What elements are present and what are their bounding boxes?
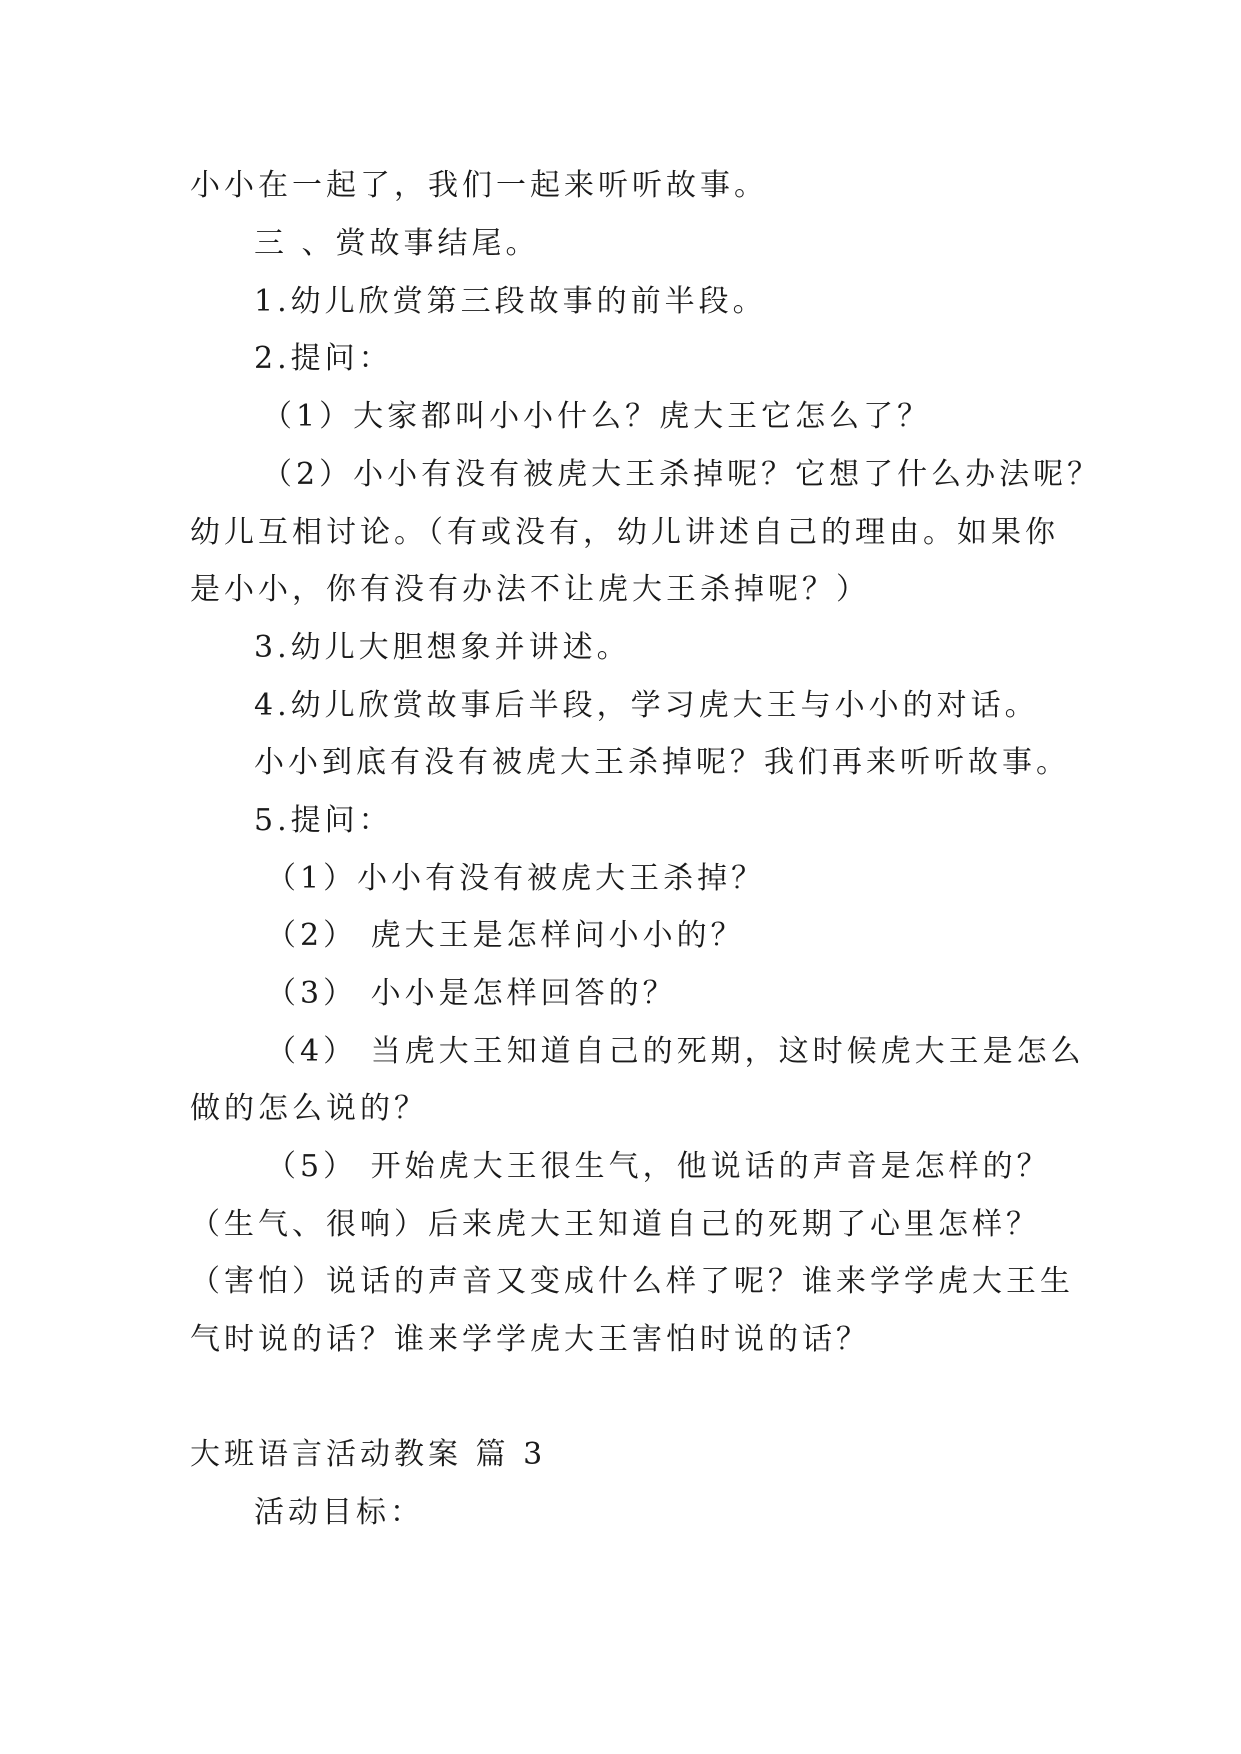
section-title: 大班语言活动教案 篇 3 bbox=[190, 1437, 547, 1472]
list-item: 4.幼儿欣赏故事后半段，学习虎大王与小小的对话。 bbox=[254, 688, 1039, 723]
subsection-heading: 活动目标： bbox=[254, 1495, 424, 1530]
question-item: （5） 开始虎大王很生气，他说话的声音是怎样的？ bbox=[266, 1149, 1051, 1184]
question-item: （3） 小小是怎样回答的？ bbox=[266, 976, 677, 1011]
paragraph-line: 小小到底有没有被虎大王杀掉呢？我们再来听听故事。 bbox=[254, 745, 1070, 780]
paragraph-line: （生气、很响）后来虎大王知道自己的死期了心里怎样？ bbox=[190, 1207, 1040, 1242]
paragraph-line: 小小在一起了，我们一起来听听故事。 bbox=[190, 168, 768, 203]
paragraph-line: 是小小，你有没有办法不让虎大王杀掉呢？） bbox=[190, 572, 870, 607]
list-item: 5.提问： bbox=[254, 803, 393, 838]
paragraph-line: 幼儿互相讨论。（有或没有，幼儿讲述自己的理由。如果你 bbox=[190, 515, 1059, 550]
paragraph-line: 气时说的话？谁来学学虎大王害怕时说的话？ bbox=[190, 1322, 870, 1357]
list-item: 2.提问： bbox=[254, 341, 393, 376]
section-heading: 三 、赏故事结尾。 bbox=[254, 226, 540, 261]
question-item: （2）小小有没有被虎大王杀掉呢？它想了什么办法呢？ bbox=[262, 457, 1102, 492]
question-item: （2） 虎大王是怎样问小小的？ bbox=[266, 918, 745, 953]
question-item: （1）小小有没有被虎大王杀掉？ bbox=[266, 861, 766, 896]
question-item: （4） 当虎大王知道自己的死期，这时候虎大王是怎么 bbox=[266, 1034, 1085, 1069]
list-item: 1.幼儿欣赏第三段故事的前半段。 bbox=[254, 284, 767, 319]
question-item: （1）大家都叫小小什么？虎大王它怎么了？ bbox=[262, 399, 932, 434]
paragraph-line: 做的怎么说的？ bbox=[190, 1091, 428, 1126]
paragraph-line: （害怕）说话的声音又变成什么样了呢？谁来学学虎大王生 bbox=[190, 1264, 1074, 1299]
list-item: 3.幼儿大胆想象并讲述。 bbox=[254, 630, 631, 665]
